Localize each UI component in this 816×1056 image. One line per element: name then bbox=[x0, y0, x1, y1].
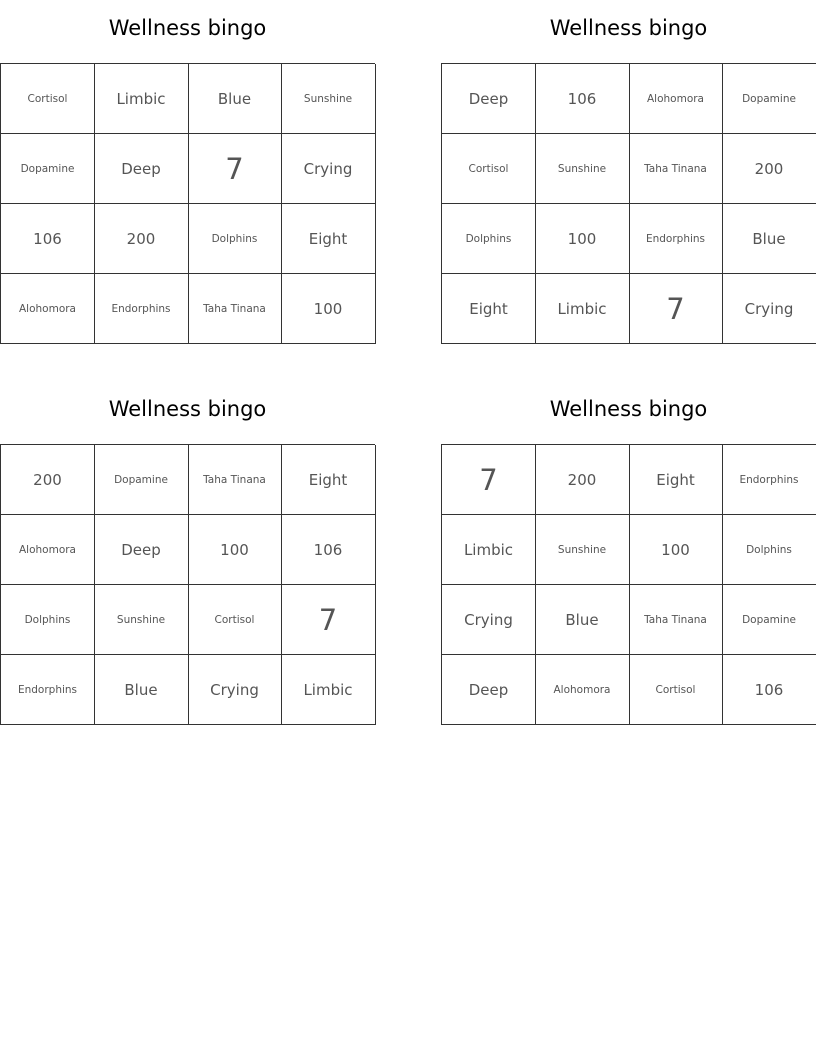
bingo-cell bbox=[1, 445, 95, 515]
bingo-cell-text: Dopamine bbox=[114, 473, 168, 486]
bingo-cell-text: 100 bbox=[313, 299, 343, 318]
bingo-cell bbox=[282, 445, 376, 515]
bingo-cell-text: Dopamine bbox=[742, 613, 796, 626]
bingo-cell bbox=[442, 274, 536, 344]
bingo-cell bbox=[536, 585, 630, 655]
bingo-cell bbox=[442, 445, 536, 515]
bingo-cell-text: Taha Tinana bbox=[644, 162, 707, 175]
bingo-cell bbox=[1, 134, 95, 204]
bingo-cell-text: Deep bbox=[468, 89, 509, 108]
bingo-grid bbox=[441, 444, 816, 725]
bingo-cell bbox=[629, 274, 723, 344]
bingo-cell bbox=[282, 134, 376, 204]
bingo-cell-text: Sunshine bbox=[303, 92, 353, 105]
bingo-cell-text: Deep bbox=[121, 159, 161, 178]
bingo-cell-text: Crying bbox=[464, 610, 513, 629]
bingo-cell bbox=[188, 585, 282, 655]
bingo-cell-text: Sunshine bbox=[116, 613, 166, 626]
bingo-cell bbox=[723, 204, 816, 274]
bingo-cell bbox=[723, 655, 816, 725]
bingo-cell bbox=[629, 515, 723, 585]
card-title: Wellness bingo bbox=[108, 397, 267, 421]
bingo-cell-text: Blue bbox=[565, 610, 599, 629]
bingo-cell bbox=[282, 204, 376, 274]
bingo-cell bbox=[95, 655, 189, 725]
bingo-cell-text: Deep bbox=[468, 680, 509, 699]
bingo-cell-text: 106 bbox=[313, 540, 343, 559]
bingo-cell bbox=[536, 655, 630, 725]
bingo-cell bbox=[1, 585, 95, 655]
bingo-cell bbox=[188, 655, 282, 725]
bingo-cell-text: Endorphins bbox=[17, 683, 78, 696]
bingo-cell-text: 200 bbox=[754, 159, 784, 178]
bingo-cell bbox=[282, 585, 376, 655]
bingo-cell-text: Deep bbox=[121, 540, 161, 559]
bingo-cell-text: Cortisol bbox=[214, 613, 255, 626]
bingo-cell bbox=[536, 445, 630, 515]
bingo-cell bbox=[536, 64, 630, 134]
bingo-cell-text: 106 bbox=[33, 229, 62, 248]
bingo-cell bbox=[723, 515, 816, 585]
card-title: Wellness bingo bbox=[108, 16, 267, 40]
bingo-cell bbox=[723, 64, 816, 134]
bingo-cell-text: Limbic bbox=[463, 540, 514, 559]
bingo-cell bbox=[95, 64, 189, 134]
bingo-cell-text: Blue bbox=[752, 229, 786, 248]
bingo-cell bbox=[282, 274, 376, 344]
bingo-cell-text: Taha Tinana bbox=[203, 302, 266, 315]
bingo-cell bbox=[1, 64, 95, 134]
bingo-cell bbox=[629, 64, 723, 134]
bingo-cell bbox=[442, 655, 536, 725]
bingo-cell-text: Dolphins bbox=[746, 543, 792, 556]
bingo-cell-text: Endorphins bbox=[739, 473, 799, 486]
bingo-cell bbox=[95, 585, 189, 655]
bingo-cell bbox=[629, 134, 723, 204]
bingo-cell bbox=[95, 134, 189, 204]
bingo-cell-text: Limbic bbox=[116, 89, 166, 108]
bingo-cell-text: 100 bbox=[567, 229, 597, 248]
bingo-cell-text: Alohomora bbox=[18, 302, 76, 315]
bingo-cell bbox=[536, 515, 630, 585]
bingo-cell-text: Sunshine bbox=[557, 162, 607, 175]
bingo-cell bbox=[188, 134, 282, 204]
bingo-cell-text: Dolphins bbox=[24, 613, 71, 626]
bingo-cell bbox=[1, 274, 95, 344]
bingo-cell bbox=[95, 274, 189, 344]
bingo-cell-text: 7 bbox=[666, 291, 685, 326]
bingo-cell-text: 100 bbox=[661, 540, 690, 559]
bingo-cell bbox=[1, 204, 95, 274]
bingo-cell bbox=[723, 585, 816, 655]
bingo-cell-text: Alohomora bbox=[553, 683, 611, 696]
bingo-cell-text: Cortisol bbox=[468, 162, 509, 175]
bingo-grid bbox=[0, 63, 375, 344]
bingo-cell-text: Cortisol bbox=[27, 92, 68, 105]
bingo-cell bbox=[442, 585, 536, 655]
bingo-cell-text: 200 bbox=[33, 470, 62, 489]
bingo-cell bbox=[188, 515, 282, 585]
bingo-cell-text: 7 bbox=[479, 462, 498, 497]
bingo-cell bbox=[723, 274, 816, 344]
bingo-cell-text: 7 bbox=[225, 151, 244, 186]
bingo-cell-text: Blue bbox=[217, 89, 252, 108]
bingo-grid bbox=[441, 63, 816, 344]
bingo-cell bbox=[282, 515, 376, 585]
bingo-cell-text: Eight bbox=[308, 470, 348, 489]
bingo-cell-text: Alohomora bbox=[18, 543, 76, 556]
bingo-cell bbox=[723, 134, 816, 204]
bingo-cell bbox=[442, 134, 536, 204]
bingo-cell-text: 7 bbox=[318, 602, 338, 637]
bingo-cell-text: Taha Tinana bbox=[644, 613, 707, 626]
bingo-cell-text: Cortisol bbox=[655, 683, 696, 696]
bingo-grid bbox=[0, 444, 375, 725]
bingo-cell bbox=[1, 655, 95, 725]
bingo-cell-text: 106 bbox=[754, 680, 784, 699]
bingo-cell-text: Dopamine bbox=[742, 92, 796, 105]
bingo-cell bbox=[536, 274, 630, 344]
bingo-cell bbox=[95, 204, 189, 274]
bingo-cell bbox=[629, 585, 723, 655]
bingo-cell bbox=[188, 445, 282, 515]
bingo-cell bbox=[629, 204, 723, 274]
bingo-cell bbox=[629, 445, 723, 515]
bingo-cell bbox=[629, 655, 723, 725]
bingo-cell-text: Dolphins bbox=[211, 232, 258, 245]
card-title: Wellness bingo bbox=[549, 16, 708, 40]
bingo-cell-text: 200 bbox=[126, 229, 156, 248]
bingo-cell bbox=[1, 515, 95, 585]
bingo-cell bbox=[536, 134, 630, 204]
bingo-cell bbox=[188, 204, 282, 274]
bingo-cell-text: Eight bbox=[308, 229, 348, 248]
bingo-cell bbox=[282, 655, 376, 725]
bingo-cell bbox=[282, 64, 376, 134]
bingo-cell bbox=[188, 274, 282, 344]
bingo-cell-text: 106 bbox=[567, 89, 597, 108]
bingo-cell-text: Endorphins bbox=[645, 232, 706, 245]
bingo-cell-text: Eight bbox=[656, 470, 695, 489]
bingo-cell-text: Crying bbox=[303, 159, 353, 178]
bingo-cell-text: 200 bbox=[567, 470, 597, 489]
bingo-cell-text: 100 bbox=[220, 540, 249, 559]
bingo-cell-text: Blue bbox=[124, 680, 158, 699]
bingo-cell-text: Limbic bbox=[303, 680, 353, 699]
bingo-cell-text: Endorphins bbox=[111, 302, 171, 315]
bingo-cell bbox=[442, 204, 536, 274]
bingo-cell-text: Taha Tinana bbox=[203, 473, 266, 486]
bingo-cell-text: Eight bbox=[469, 299, 508, 318]
bingo-cell-text: Limbic bbox=[557, 299, 607, 318]
bingo-cell bbox=[442, 64, 536, 134]
bingo-cell-text: Crying bbox=[210, 680, 259, 699]
bingo-cell-text: Dolphins bbox=[465, 232, 512, 245]
card-title: Wellness bingo bbox=[549, 397, 708, 421]
bingo-cell bbox=[442, 515, 536, 585]
bingo-cell-text: Sunshine bbox=[557, 543, 607, 556]
bingo-cell bbox=[536, 204, 630, 274]
bingo-cell bbox=[188, 64, 282, 134]
bingo-cell-text: Dopamine bbox=[20, 162, 75, 175]
bingo-cell bbox=[95, 515, 189, 585]
bingo-cell bbox=[723, 445, 816, 515]
bingo-cell bbox=[95, 445, 189, 515]
bingo-cell-text: Crying bbox=[744, 299, 794, 318]
bingo-cell-text: Alohomora bbox=[646, 92, 704, 105]
